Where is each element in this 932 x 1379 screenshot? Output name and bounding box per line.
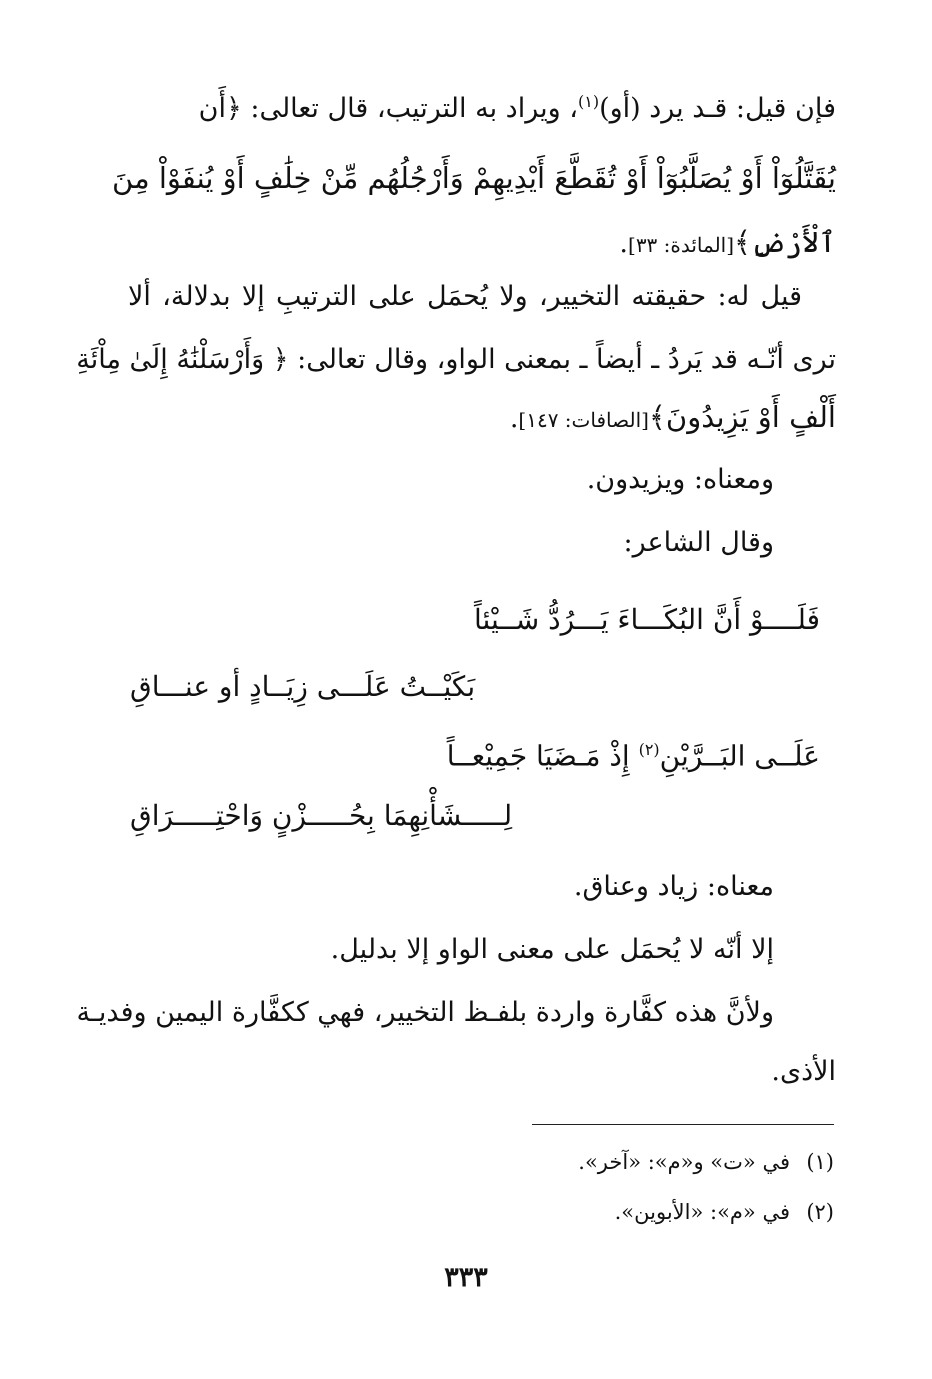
- text: إِذْ مَـضَيَا جَمِيْعــاً: [446, 739, 639, 773]
- poem-line-4: لِـــــشَأْنِهِمَا بِحُـــــزْنٍ وَاحْتِـــــرَاقِ: [130, 799, 513, 832]
- poem-line-1: فَلَــــوْ أَنَّ البُكَـــاءَ يَـــرُدُّ شَــيْئاً: [473, 603, 820, 636]
- meaning-line-2: معناه: زياد وعناق.: [573, 871, 774, 902]
- verse-reference: [المائدة: ٣٣]: [628, 233, 735, 257]
- poem-line-3: [447, 728, 820, 778]
- footnote-text: في «م»: «الأبوين».: [614, 1200, 790, 1224]
- exception-line: إلا أنّه لا يُحمَل على معنى الواو إلا بدليل.: [330, 934, 774, 965]
- quran-verse-end: أَلْفٍ أَوْ يَزِيدُونَ﴾: [648, 400, 836, 434]
- footnote-number: (١): [806, 1150, 834, 1174]
- footnote-2: [615, 1196, 834, 1228]
- verse-reference: [الصافات: ١٤٧]: [518, 408, 649, 432]
- text: عَلَــى البَــرَّيْنِ: [659, 739, 820, 773]
- poem-line-2: بَكَيْــتُ عَلَـــى زِيَــادٍ أو عنـــاقِ: [130, 670, 476, 703]
- paragraph-1-line-3: [619, 222, 836, 265]
- quran-verse-end: ٱلْأَرْضِ﴾: [734, 225, 836, 259]
- text: .: [619, 228, 628, 259]
- footnote-1: [578, 1146, 834, 1178]
- text: .: [509, 403, 519, 434]
- poet-intro: وقال الشاعر:: [623, 527, 774, 558]
- footnote-divider: [532, 1124, 834, 1125]
- footnote-ref-1: (١): [577, 92, 600, 111]
- final-paragraph-line-1: ولأنَّ هذه كفَّارة واردة بلفـظ التخيير، فهي ككفَّارة اليمين وفديـة: [76, 997, 774, 1028]
- text: ، ويراد به الترتيب، قال تعالى: ﴿أَن: [198, 93, 578, 124]
- paragraph-2-line-2: ترى أنّـه قد يَردُ ـ أيضاً ـ بمعنى الواو، وقال تعالى: ﴿ وَأَرْسَلْنَٰهُ إِلَىٰ مِاْئَةِ: [76, 344, 836, 375]
- final-paragraph-line-2: الأذى.: [771, 1056, 836, 1087]
- paragraph-1-line-1: [199, 82, 836, 129]
- paragraph-2-line-1: قيل له: حقيقته التخيير، ولا يُحمَل على الترتيبِ إلا بدلالة، ألا: [128, 281, 802, 312]
- footnote-text: في «ت» و«م»: «آخر».: [578, 1150, 790, 1174]
- meaning-line: ومعناه: ويزيدون.: [586, 464, 774, 495]
- footnote-number: (٢): [806, 1200, 834, 1224]
- page-number: ٣٣٣: [444, 1262, 488, 1293]
- text: فإن قيل: قـد يرد (أو): [599, 93, 836, 124]
- quran-verse-line: يُقَتَّلُوٓاْ أَوْ يُصَلَّبُوٓاْ أَوْ تُقَطَّعَ أَيْدِيهِمْ وَأَرْجُلُهُم مِّنْ خِلَٰفٍ أَوْ يُنفَوْاْ مِنَ: [112, 161, 836, 195]
- footnote-ref-2: (٢): [638, 740, 660, 759]
- paragraph-2-line-3: [510, 397, 836, 440]
